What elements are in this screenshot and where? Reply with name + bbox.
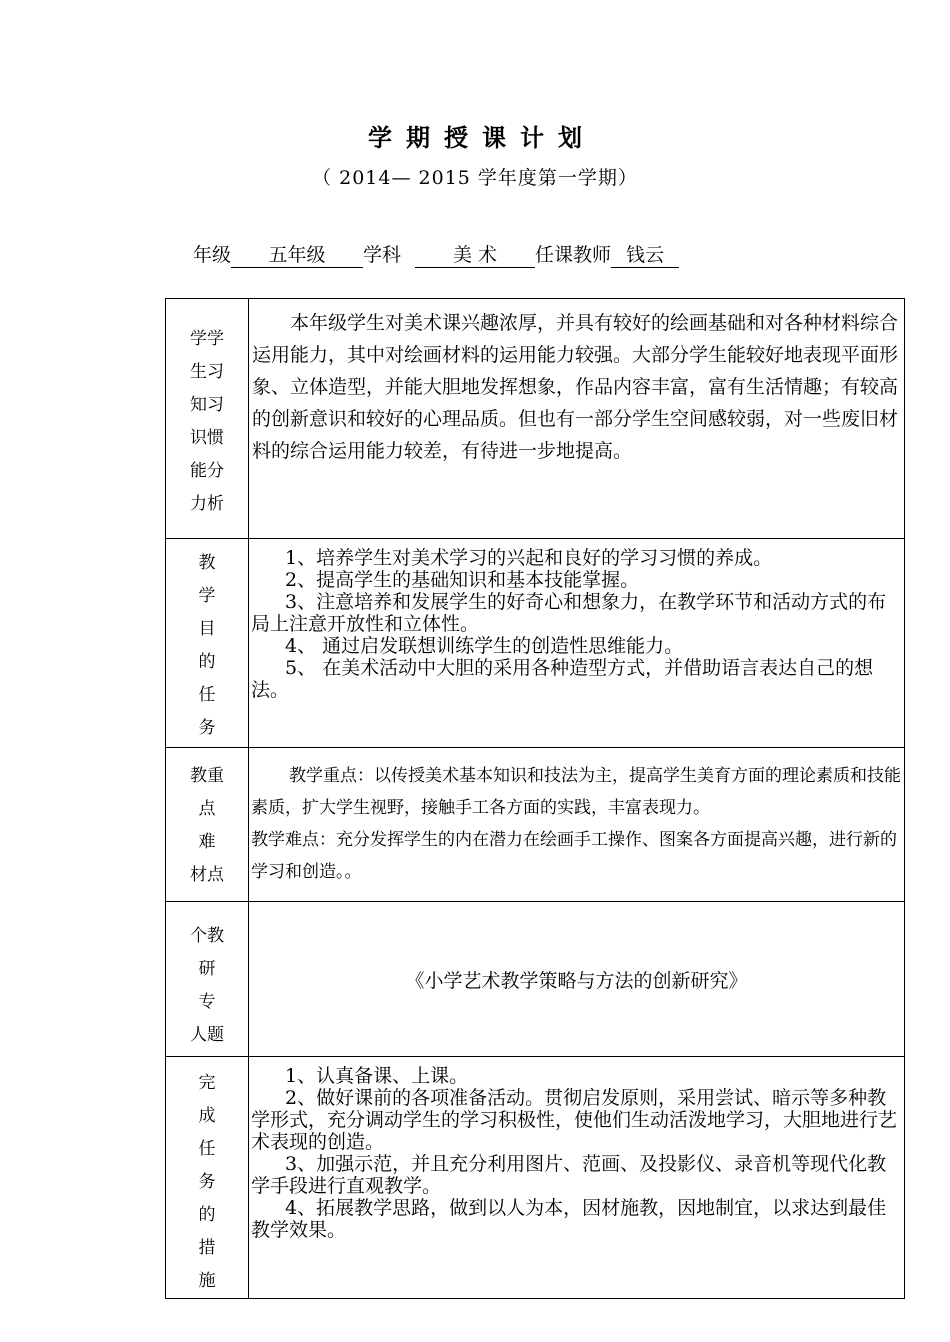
goal-item: 3、注意培养和发展学生的好奇心和想象力，在教学环节和活动方式的布局上注意开放性和立体性。 bbox=[251, 591, 887, 635]
subject-value: 美 术 bbox=[415, 243, 535, 268]
teacher-label: 任课教师 bbox=[535, 244, 612, 266]
teaching-difficulty: 教学难点：充分发挥学生的内在潜力在绘画手工操作、图案各方面提高兴趣，进行新的学习和创造。。 bbox=[251, 830, 897, 882]
label-teaching-goals: 教 学 目 的 任 务 bbox=[166, 539, 249, 748]
table-row bbox=[166, 539, 905, 748]
analysis-paragraph: 本年级学生对美术课兴趣浓厚，并具有较好的绘画基础和对各种材料综合运用能力，其中对绘画材料的运用能力较强。大部分学生能较好地表现平面形象、立体造型，并能大胆地发挥想象，作品内容丰富，富有生活情趣；有较高的创新意识和较好的心理品质。但也有一部分学生空间感较弱，对一些废旧材料的综合运用能力较差，有待进一步地提高。 bbox=[252, 312, 899, 462]
goal-item: 4、 通过启发联想训练学生的创造性思维能力。 bbox=[285, 635, 684, 657]
plan-table bbox=[165, 298, 905, 1299]
measure-item: 4、拓展教学思路，做到以人为本，因材施教，因地制宜，以求达到最佳教学效果。 bbox=[251, 1197, 887, 1241]
research-topic-content: 《小学艺术教学策略与方法的创新研究》 bbox=[249, 902, 905, 1057]
grade-value: 五年级 bbox=[231, 243, 363, 268]
label-research-topic: 个教 研 专 人题 bbox=[166, 902, 249, 1057]
subject-label: 学科 bbox=[363, 244, 402, 266]
measures-content bbox=[249, 1057, 905, 1299]
label-student-analysis: 学学 生习 知习 识惯 能分 力析 bbox=[166, 299, 249, 539]
academic-year: （ 2014— 2015 学年度第一学期） bbox=[312, 167, 638, 189]
table-row bbox=[166, 902, 905, 1057]
goal-item: 2、提高学生的基础知识和基本技能掌握。 bbox=[285, 569, 640, 591]
measure-item: 3、加强示范，并且充分利用图片、范画、及投影仪、录音机等现代化教学手段进行直观教学。 bbox=[251, 1153, 887, 1197]
goal-item: 5、 在美术活动中大胆的采用各种造型方式，并借助语言表达自己的想法。 bbox=[251, 657, 874, 701]
student-analysis-content bbox=[249, 299, 905, 539]
teaching-goals-content bbox=[249, 539, 905, 748]
table-row bbox=[166, 299, 905, 539]
grade-label: 年级 bbox=[193, 244, 232, 266]
table-row bbox=[166, 748, 905, 902]
teaching-focus: 教学重点：以传授美术基本知识和技法为主，提高学生美育方面的理论素质和技能素质，扩大学生视野，接触手工各方面的实践，丰富表现力。 bbox=[251, 766, 901, 818]
table-row bbox=[166, 1057, 905, 1299]
goal-item: 1、培养学生对美术学习的兴起和良好的学习习惯的养成。 bbox=[285, 547, 773, 569]
teacher-value: 钱云 bbox=[611, 243, 679, 268]
document-title: 学期授课计划 bbox=[368, 123, 596, 152]
measure-item: 2、做好课前的各项准备活动。贯彻启发原则，采用尝试、暗示等多种教学形式，充分调动学生的学习积极性，使他们生动活泼地学习，大胆地进行艺术表现的创造。 bbox=[251, 1087, 898, 1153]
measure-item: 1、认真备课、上课。 bbox=[285, 1065, 469, 1087]
course-info-line bbox=[193, 240, 679, 268]
key-points-content bbox=[249, 748, 905, 902]
label-key-difficult-points: 教重 点 难 材点 bbox=[166, 748, 249, 902]
label-measures: 完 成 任 务 的 措 施 bbox=[166, 1057, 249, 1299]
